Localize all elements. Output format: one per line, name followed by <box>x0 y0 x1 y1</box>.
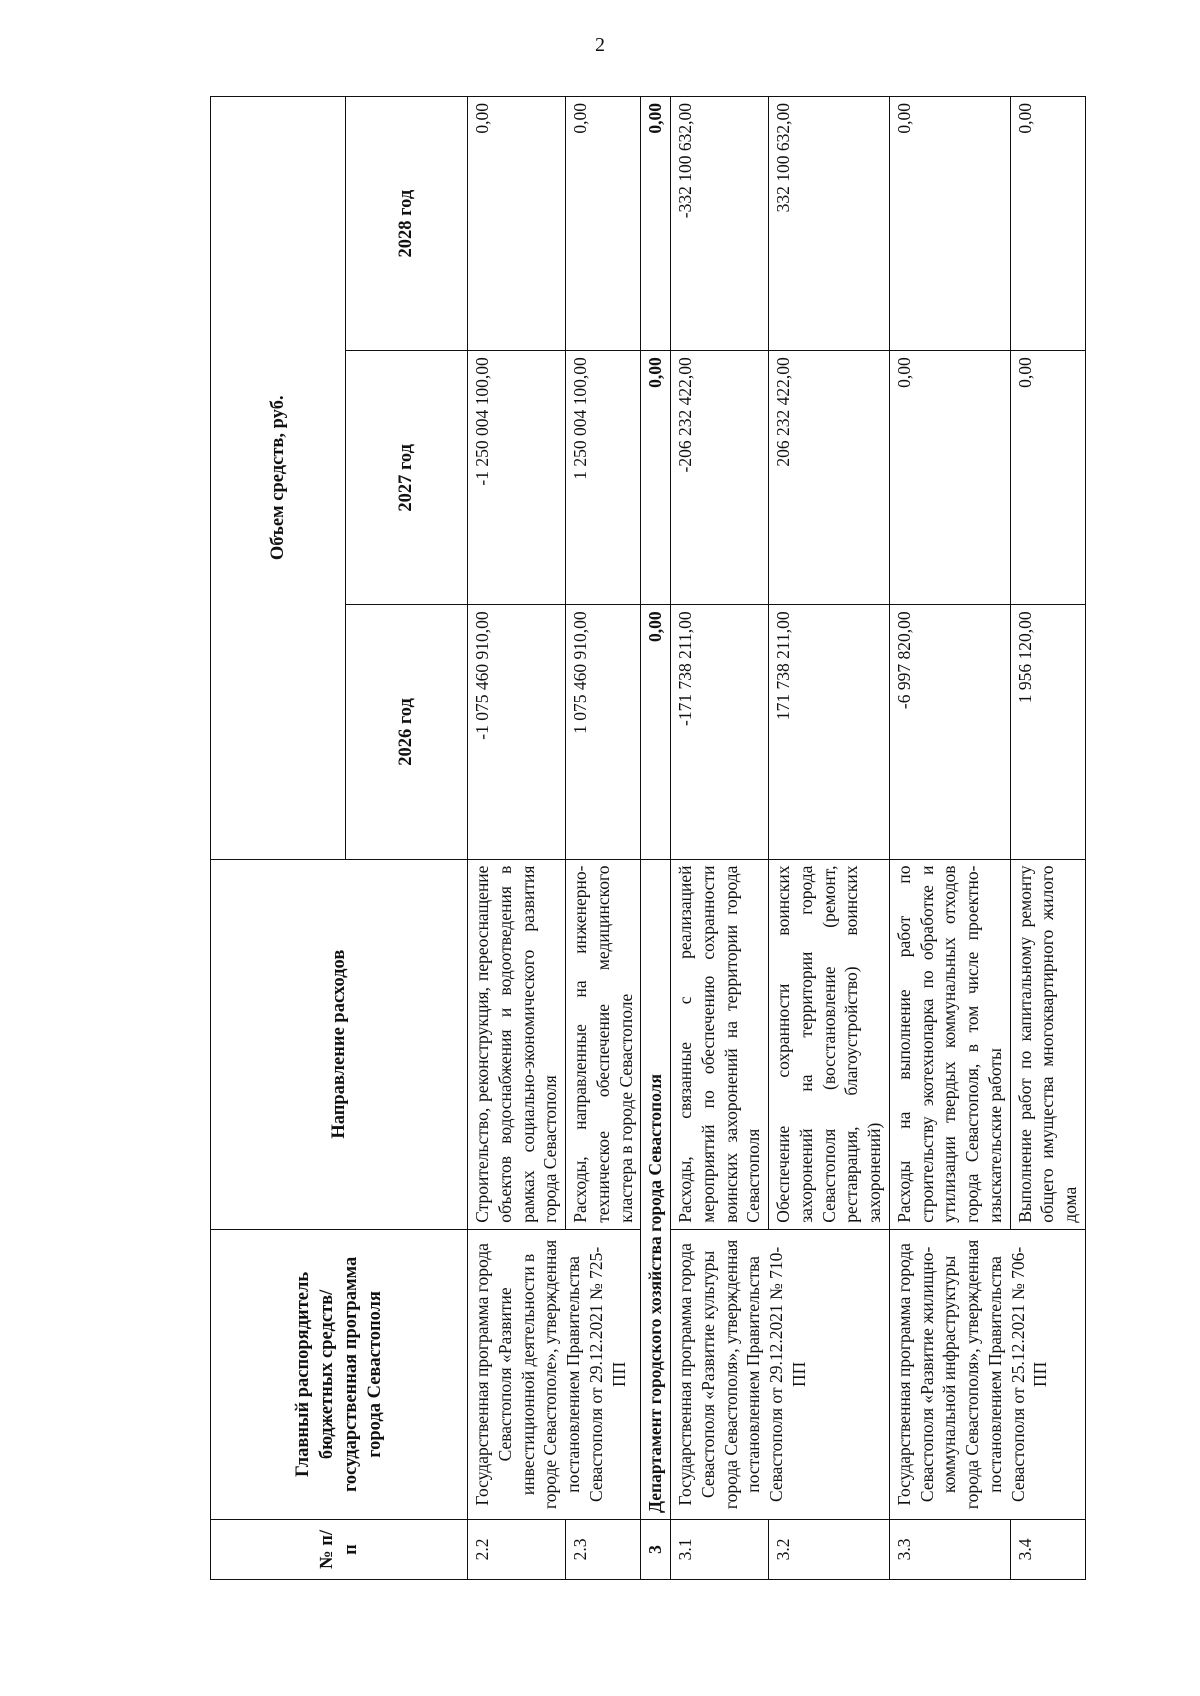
value-2027: 206 232 422,00 <box>769 351 890 605</box>
value-2026: 1 075 460 910,00 <box>566 605 641 859</box>
row-num: 3.3 <box>889 1519 1010 1579</box>
value-2028: 332 100 632,00 <box>769 97 890 351</box>
value-2027: -1 250 004 100,00 <box>468 351 566 605</box>
page-number: 2 <box>595 34 605 56</box>
value-2028: 0,00 <box>468 97 566 351</box>
value-2028: 0,00 <box>566 97 641 351</box>
direction-cell: Строительство, реконструкция, переоснащение объектов водоснабжения и водоотведения в рамках социально-экономического развития города Севастополя <box>468 859 566 1229</box>
value-2027: -206 232 422,00 <box>671 351 769 605</box>
row-num: 3.4 <box>1010 1519 1085 1579</box>
table-row <box>468 97 566 1580</box>
row-num: 2.3 <box>566 1519 641 1579</box>
row-num: 3.1 <box>671 1519 769 1579</box>
header-direction: Направление расходов <box>211 859 468 1229</box>
value-2026: -171 738 211,00 <box>671 605 769 859</box>
direction-cell: Расходы, направленные на инженерно-техническое обеспечение медицинского кластера в городе Севастополе <box>566 859 641 1229</box>
budget-table <box>210 96 1086 1580</box>
value-2026: 1 956 120,00 <box>1010 605 1085 859</box>
header-2026: 2026 год <box>346 605 468 859</box>
value-2027: 0,00 <box>641 351 671 605</box>
header-2028: 2028 год <box>346 97 468 351</box>
program-cell: Государственная программа города Севастополя «Развитие жилищно-коммунальной инфраструктуры города Севастополя», утвержденная постановлением Правительства Севастополя от 25.12.2021 № 706-ПП <box>889 1229 1085 1519</box>
value-2026: 171 738 211,00 <box>769 605 890 859</box>
department-row <box>641 97 671 1580</box>
program-cell: Государственная программа города Севастополя «Развитие культуры города Севастополя», утвержденная постановлением Правительства Севастополя от 29.12.2021 № 710-ПП <box>671 1229 890 1519</box>
program-cell: Государственная программа города Севастополя «Развитие инвестиционной деятельности в городе Севастополе», утвержденная постановлением Правительства Севастополя от 29.12.2021 № 725-ПП <box>468 1229 641 1519</box>
direction-cell: Расходы, связанные с реализацией мероприятий по обеспечению сохранности воинских захоронений на территории города Севастополя <box>671 859 769 1229</box>
header-volume: Объем средств, руб. <box>211 97 346 860</box>
value-2027: 0,00 <box>1010 351 1085 605</box>
department-name: Департамент городского хозяйства города Севастополя <box>641 859 671 1519</box>
direction-cell: Расходы на выполнение работ по строительству экотехнопарка по обработке и утилизации твердых коммунальных отходов города Севастополя, в том числе проектно-изыскательские работы <box>889 859 1010 1229</box>
direction-cell: Обеспечение сохранности воинских захоронений на территории города Севастополя (восстановление (ремонт, реставрация, благоустройство) воинских захоронений) <box>769 859 890 1229</box>
value-2027: 0,00 <box>889 351 1010 605</box>
row-num: 3.2 <box>769 1519 890 1579</box>
table-row <box>889 97 1010 1580</box>
value-2028: -332 100 632,00 <box>671 97 769 351</box>
table-row <box>671 97 769 1580</box>
value-2027: 1 250 004 100,00 <box>566 351 641 605</box>
header-2027: 2027 год <box>346 351 468 605</box>
row-num: 2.2 <box>468 1519 566 1579</box>
direction-cell: Выполнение работ по капитальному ремонту общего имущества многоквартирного жилого дома <box>1010 859 1085 1229</box>
value-2026: -1 075 460 910,00 <box>468 605 566 859</box>
header-num: № п/п <box>211 1519 468 1579</box>
rotated-table-container <box>210 96 1080 1580</box>
value-2026: 0,00 <box>641 605 671 859</box>
value-2026: -6 997 820,00 <box>889 605 1010 859</box>
value-2028: 0,00 <box>1010 97 1085 351</box>
header-program: Главный распорядитель бюджетных средств/государственная программа города Севастополя <box>211 1229 468 1519</box>
value-2028: 0,00 <box>641 97 671 351</box>
value-2028: 0,00 <box>889 97 1010 351</box>
row-num: 3 <box>641 1519 671 1579</box>
header-row <box>211 97 346 1580</box>
